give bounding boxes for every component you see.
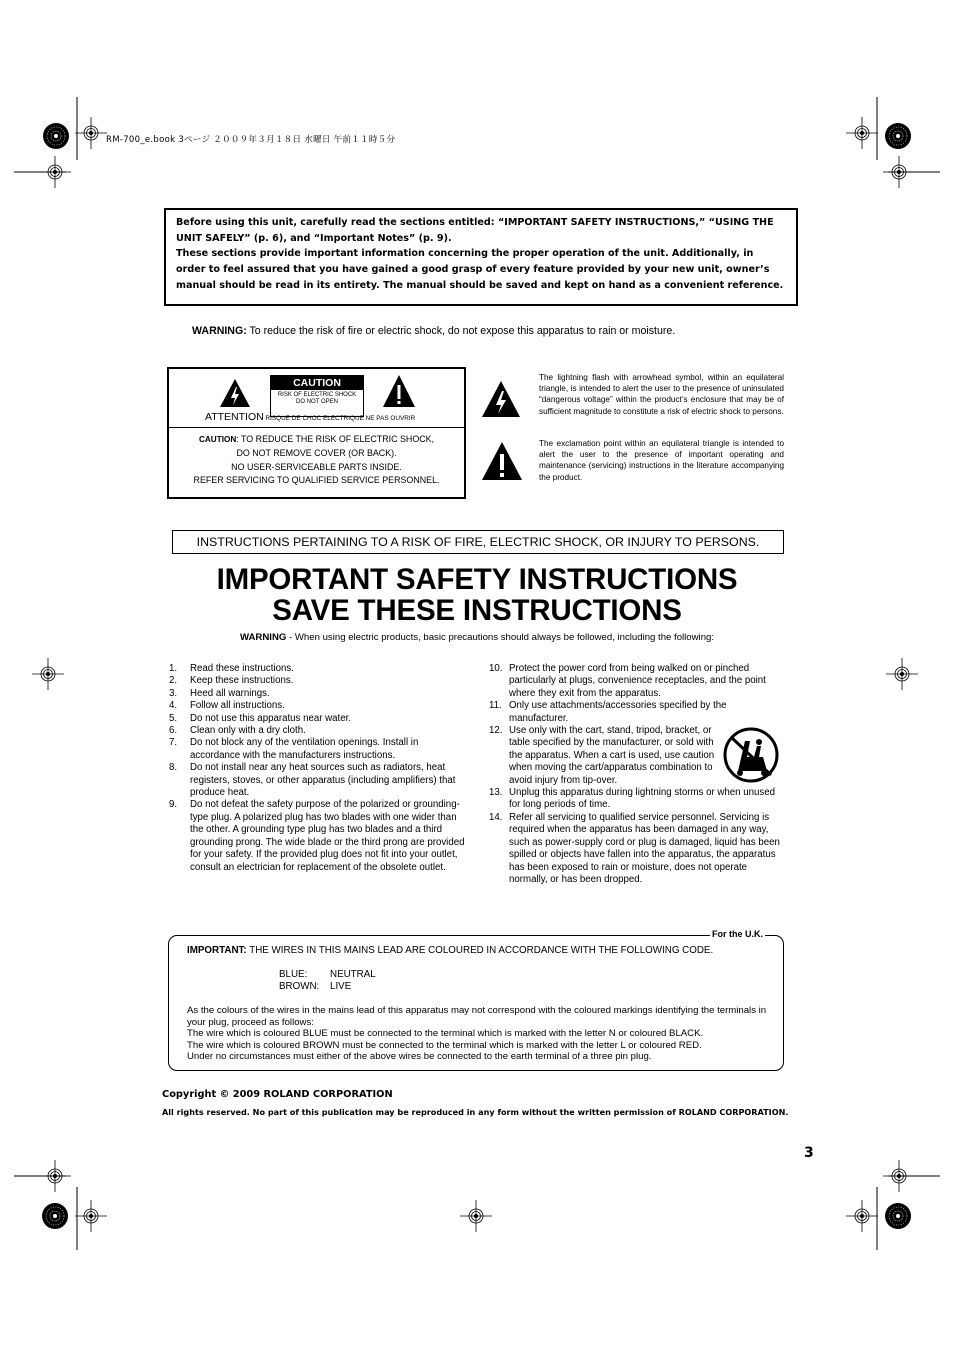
caution-sub-1: RISK OF ELECTRIC SHOCK (277, 392, 357, 398)
uk-important-text: THE WIRES IN THIS MAINS LEAD ARE COLOURED IN ACCORDANCE WITH THE FOLLOWING CODE. (246, 945, 714, 956)
list-item (489, 700, 781, 725)
list-item (169, 700, 469, 712)
brown-code-row (279, 981, 376, 993)
list-item-text: Unplug this apparatus during lightning storms or when unused for long periods of time. (509, 787, 776, 811)
list-item (169, 675, 469, 687)
rights-statement: All rights reserved. No part of this publication may be reproduced in any form without the written permission of ROLAND CORPORATION. (162, 1107, 789, 1117)
intro-paragraph-1: Before using this unit, carefully read the sections entitled: “IMPORTANT SAFETY INSTRUCTIONS,” “USING THE UNIT SAFELY” (p. 6), and “Important Notes” (p. 9). (176, 217, 774, 244)
lightning-triangle-icon (481, 380, 521, 418)
list-item (169, 799, 469, 873)
caution-title: CAUTION (271, 376, 363, 390)
caution-panel-text (169, 433, 464, 488)
list-item-number: 14. (489, 811, 503, 823)
warning-text: To reduce the risk of fire or electric shock, do not expose this apparatus to rain or moisture. (246, 325, 676, 337)
list-item-text: Protect the power cord from being walked on or pinched particularly at plugs, convenience receptacles, and the point where they exit from the apparatus. (509, 663, 766, 699)
uk-wiring-box (168, 929, 784, 1071)
file-header: RM-700_e.book 3ページ ２００９年３月１８日 水曜日 午前１１時５分 (106, 135, 396, 145)
list-item (169, 762, 469, 799)
page-title (150, 564, 804, 626)
caution-inline-label: CAUTION (198, 435, 237, 444)
precautions-warning-label: WARNING (239, 632, 287, 643)
list-item-number: 9. (169, 799, 178, 811)
uk-important-label: IMPORTANT: (187, 945, 247, 956)
intro-notice-box (164, 208, 798, 306)
uk-label: For the U.K. (712, 929, 763, 939)
list-item-text: Only use attachments/accessories specified by the manufacturer. (509, 700, 727, 724)
list-item (169, 737, 469, 762)
caution-line-4: REFER SERVICING TO QUALIFIED SERVICE PERSONNEL. (193, 475, 440, 486)
wire-colour-codes (279, 969, 376, 994)
list-item-number: 6. (169, 725, 178, 737)
list-item-text: Do not defeat the safety purpose of the polarized or grounding-type plug. A polarized plug has two blades with one wider than the other. A grounding type plug has two blades and a third grounding prong. The wide blade or the third prong are provided for your safety. If the provided plug does not fit into your outlet, consult an electrician for replacement of the obsolete outlet. (190, 799, 465, 873)
uk-paragraph-3: The wire which is coloured BROWN must be connected to the terminal which is marked with the letter L or coloured RED. (187, 1039, 702, 1051)
list-item (169, 725, 469, 737)
list-item-text: Heed all warnings. (190, 687, 270, 699)
list-item (489, 787, 781, 812)
list-item-text: Read these instructions. (190, 663, 294, 674)
caution-line-3: NO USER-SERVICEABLE PARTS INSIDE. (231, 461, 402, 472)
title-line-2: SAVE THESE INSTRUCTIONS (272, 594, 682, 627)
list-item-number: 4. (169, 700, 178, 712)
uk-important-line (187, 945, 713, 956)
brown-label: BROWN: (279, 981, 320, 993)
caution-line-2: DO NOT REMOVE COVER (OR BACK). (236, 447, 397, 458)
precautions-warning-text: - When using electric products, basic precautions should always be followed, including the following: (286, 632, 715, 643)
list-item-number: 11. (489, 700, 502, 712)
list-item-number: 10. (489, 663, 503, 674)
blue-label: BLUE: (279, 969, 308, 980)
cart-warning-icon (723, 727, 779, 783)
list-item (169, 688, 469, 700)
list-item-text: Clean only with a dry cloth. (190, 725, 306, 737)
lightning-triangle-icon (219, 378, 251, 408)
moisture-warning (192, 325, 675, 337)
list-item (169, 663, 469, 675)
list-item-number: 2. (169, 675, 178, 687)
live-label: LIVE (330, 981, 352, 993)
caution-line-1-text: : TO REDUCE THE RISK OF ELECTRIC SHOCK, (236, 434, 435, 444)
uk-wiring-instructions (187, 1005, 772, 1063)
caution-panel-top (169, 369, 464, 428)
page-number: 3 (804, 1145, 814, 1161)
list-item (489, 663, 781, 700)
list-item-text: Keep these instructions. (190, 675, 294, 687)
instructions-heading-box: INSTRUCTIONS PERTAINING TO A RISK OF FIRE, ELECTRIC SHOCK, OR INJURY TO PERSONS. (172, 530, 784, 554)
warning-label: WARNING: (192, 325, 247, 337)
copyright: Copyright © 2009 ROLAND CORPORATION (162, 1089, 393, 1100)
exclamation-triangle-icon (481, 441, 523, 481)
attention-line (205, 411, 415, 423)
lightning-symbol-text: The lightning flash with arrowhead symbol, within an equilateral triangle, is intended to alert the user to the presence of uninsulated “dangerous voltage” within the product’s enclosure that may be of sufficient magnitude to constitute a risk of electric shock to persons. (539, 373, 784, 416)
list-item-number: 3. (169, 687, 178, 699)
attention-label: ATTENTION (205, 411, 264, 423)
list-item-number: 1. (169, 663, 178, 674)
list-item-text: Use only with the cart, stand, tripod, bracket, or table specified by the manufacturer, or sold with the apparatus. When a cart is used, use caution when moving the cart/apparatus combination to avoid injury from tip-over. (509, 725, 715, 786)
uk-paragraph-4: Under no circumstances must either of the above wires be connected to the earth terminal of a three pin plug. (187, 1051, 652, 1062)
caution-panel (167, 367, 466, 499)
list-item-number: 8. (169, 762, 178, 774)
list-item-number: 12. (489, 725, 503, 737)
list-item-text: Do not install near any heat sources such as radiators, heat registers, stoves, or other apparatus (including amplifiers) that produce heat. (190, 762, 456, 799)
title-line-1: IMPORTANT SAFETY INSTRUCTIONS (216, 563, 738, 596)
neutral-label: NEUTRAL (330, 969, 376, 980)
list-item-text: Follow all instructions. (190, 700, 285, 712)
precautions-warning (150, 632, 804, 643)
exclamation-symbol-text: The exclamation point within an equilateral triangle is intended to alert the user to the presence of important operating and maintenance (servicing) instructions in the literature accompanying the product. (539, 439, 784, 482)
list-item-text: Do not use this apparatus near water. (190, 712, 352, 724)
exclamation-triangle-icon (382, 374, 416, 408)
blue-code-row (279, 969, 376, 981)
intro-paragraph-2: These sections provide important information concerning the proper operation of the unit. Additionally, in order to feel assured that you have gained a good grasp of every feature provided by your new unit, owner’s manual should be read in its entirety. The manual should be saved and kept on hand as a convenient reference. (176, 248, 784, 291)
instruction-list-left (169, 663, 469, 874)
caution-line-1 (169, 433, 464, 447)
uk-paragraph-2: The wire which is coloured BLUE must be connected to the terminal which is marked with the letter N or coloured BLACK. (187, 1028, 704, 1039)
list-item-text: Refer all servicing to qualified service personnel. Servicing is required when the apparatus has been damaged in any way, such as power-supply cord or plug is damaged, liquid has been spilled or objects have fallen into the apparatus, the apparatus has been exposed to rain or moisture, does not operate normally, or has been dropped. (509, 811, 780, 885)
list-item-number: 7. (169, 737, 178, 749)
list-item (489, 812, 781, 886)
attention-french: RISQUE DE CHOC ELECTRIQUE NE PAS OUVRIR (263, 415, 416, 422)
list-item (169, 713, 469, 725)
list-item-text: Do not block any of the ventilation openings. Install in accordance with the manufacturers instructions. (190, 737, 419, 761)
list-item-number: 5. (169, 712, 178, 724)
uk-paragraph-1: As the colours of the wires in the mains lead of this apparatus may not correspond with the coloured markings identifying the terminals in your plug, proceed as follows: (187, 1005, 767, 1028)
caution-sub-2: DO NOT OPEN (296, 399, 338, 405)
list-item-number: 13. (489, 787, 503, 799)
